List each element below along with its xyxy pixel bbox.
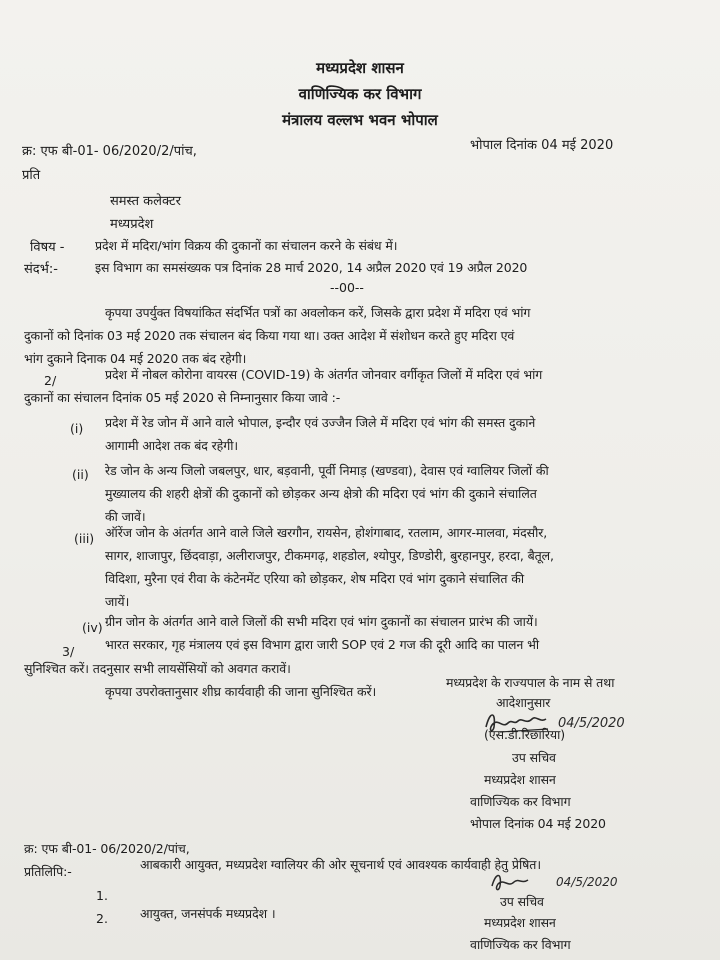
reference-text: इस विभाग का समसंख्यक पत्र दिनांक 28 मार्च 2020, 14 अप्रैल 2020 एवं 19 अप्रैल 2020 xyxy=(95,260,528,275)
para3-line2: कृपया उपरोक्तानुसार शीघ्र कार्यवाही की जाना सुनिश्चित करें। xyxy=(105,684,377,699)
signatory-designation: उप सचिव xyxy=(512,750,556,765)
copy-label: प्रतिलिपि:- xyxy=(24,864,72,879)
para3-number: 3/ xyxy=(62,644,75,659)
para1-line3: भांग दुकाने दिनाक 04 मई 2020 तक बंद रहेगी। xyxy=(24,351,247,366)
item2-number: (ii) xyxy=(72,467,89,482)
header-government: मध्यप्रदेश शासन xyxy=(316,59,404,77)
item3-line4: जायें। xyxy=(105,594,130,609)
order-line: आदेशानुसार xyxy=(496,695,551,710)
reference-number: क्र: एफ बी-01- 06/2020/2/पांच, xyxy=(22,144,197,159)
item1-number: (i) xyxy=(70,421,84,436)
item4-number: (iv) xyxy=(82,620,103,635)
item2-line2: मुख्यालय की शहरी क्षेत्रों की दुकानों को छोड़कर अन्य क्षेत्रो की मदिरा एवं भांग की दुकाने संचालित xyxy=(105,486,537,501)
para2-line2: दुकानों का संचालन दिनांक 05 मई 2020 से निम्नानुसार किया जावे :- xyxy=(24,390,341,405)
item4-line1: ग्रीन जोन के अंतर्गत आने वाले जिलों की सभी मदिरा एवं भांग दुकानों का संचालन प्रारंभ की जायें। xyxy=(105,614,538,629)
copy-item2-number: 2. xyxy=(96,911,108,926)
para1-line1: कृपया उपर्युक्त विषयांकित संदर्भित पत्रों का अवलोकन करें, जिसके द्वारा प्रदेश में मदिरा एवं भांग xyxy=(105,305,531,320)
para1-line2: दुकानों को दिनांक 03 मई 2020 तक संचालन बंद किया गया था। उक्त आदेश में संशोधन करते हुए मदिरा एवं xyxy=(24,328,515,343)
addressee-line2: मध्यप्रदेश xyxy=(110,217,154,232)
addressee-line1: समस्त कलेक्टर xyxy=(110,194,181,209)
signatory-org1: मध्यप्रदेश शासन xyxy=(484,772,556,787)
signatory-org2: वाणिज्यिक कर विभाग xyxy=(470,794,571,809)
para2-line1: प्रदेश में नोबल कोरोना वायरस (COVID-19) के अंतर्गत जोनवार वर्गीकृत जिलों में मदिरा एवं भांग xyxy=(105,367,543,382)
copy-item2-text: आयुक्त, जनसंपर्क मध्यप्रदेश । xyxy=(140,906,276,921)
copy-signature-date: 04/5/2020 xyxy=(556,875,618,889)
item3-line1: ऑरेंज जोन के अंतर्गत आने वाले जिले खरगौन, रायसेन, होशंगाबाद, रतलाम, आगर-मालवा, मंदसौर, xyxy=(105,525,548,540)
subject-text: प्रदेश में मदिरा/भांग विक्रय की दुकानों का संचालन करने के संबंध में। xyxy=(95,238,398,253)
copy-org2: वाणिज्यिक कर विभाग xyxy=(470,937,571,952)
prati-label: प्रति xyxy=(22,168,41,183)
copy-item1-number: 1. xyxy=(96,888,108,903)
subject-label: विषय - xyxy=(30,240,65,255)
item1-line2: आगामी आदेश तक बंद रहेगी। xyxy=(105,438,239,453)
signatory-name: (एस.डी.रिछारिया) xyxy=(484,727,566,742)
para3-line1: सुनिश्चित करें। तदनुसार सभी लायसेंसियों को अवगत करावें। xyxy=(24,661,291,676)
header-address: मंत्रालय वल्लभ भवन भोपाल xyxy=(282,111,438,129)
reference-label: संदर्भ:- xyxy=(24,262,58,277)
header-department: वाणिज्यिक कर विभाग xyxy=(298,85,422,103)
copy-designation: उप सचिव xyxy=(500,894,544,909)
item1-line1: प्रदेश में रेड जोन में आने वाले भोपाल, इन्दौर एवं उज्जैन जिले में मदिरा एवं भांग की समस्त दुकाने xyxy=(105,415,536,430)
copy-signature-image xyxy=(486,868,636,894)
item2-line1: रेड जोन के अन्य जिलो जबलपुर, धार, बड़वानी, पूर्वी निमाड़ (खण्डवा), देवास एवं ग्वालियर जिलों की xyxy=(105,463,549,478)
item3-line3: विदिशा, मुरैना एवं रीवा के कंटेनमेंट एरिया को छोड़कर, शेष मदिरा एवं भांग दुकाने संचालित की xyxy=(105,571,524,586)
item3-number: (iii) xyxy=(74,531,95,546)
copy-item1-text: आबकारी आयुक्त, मध्यप्रदेश ग्वालियर की ओर सूचनार्थ एवं आवश्यक कार्यवाही हेतु प्रेषित। xyxy=(140,857,541,872)
item3-line2: सागर, शाजापुर, छिंदवाड़ा, अलीराजपुर, टीकमगढ़, शहडोल, श्योपुर, डिण्डोरी, बुरहानपुर, हरदा, बैतूल, xyxy=(105,548,554,563)
governor-order-line: मध्यप्रदेश के राज्यपाल के नाम से तथा xyxy=(446,675,615,690)
letter-date: भोपाल दिनांक 04 मई 2020 xyxy=(470,138,614,153)
item2-line3: की जावें। xyxy=(105,509,146,524)
signature-date: 04/5/2020 xyxy=(558,716,625,731)
separator: --00-- xyxy=(330,280,364,295)
para2-number: 2/ xyxy=(44,373,57,388)
signatory-date: भोपाल दिनांक 04 मई 2020 xyxy=(470,816,606,831)
copy-org1: मध्यप्रदेश शासन xyxy=(484,915,556,930)
item4-line2: भारत सरकार, गृह मंत्रालय एवं इस विभाग द्वारा जारी SOP एवं 2 गज की दूरी आदि का पालन भी xyxy=(105,637,540,652)
copy-reference-number: क्र: एफ बी-01- 06/2020/2/पांच, xyxy=(24,841,190,856)
